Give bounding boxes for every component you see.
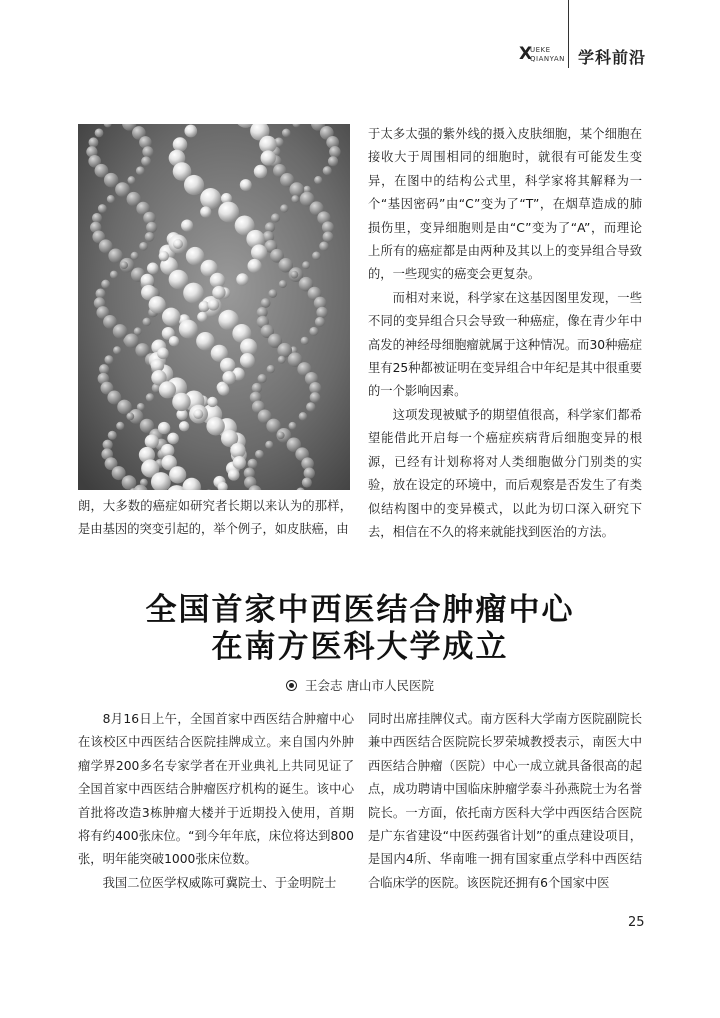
article2-left-column bbox=[78, 708, 354, 895]
article-title-line1: 全国首家中西医结合肿瘤中心 bbox=[145, 592, 575, 628]
bullet-circle-icon bbox=[286, 680, 297, 691]
article1-right-column bbox=[368, 123, 642, 544]
article1-left-column bbox=[78, 495, 352, 542]
logo-text-line2: QIANYAN bbox=[530, 55, 565, 63]
paragraph: 于太多太强的紫外线的摄入皮肤细胞，某个细胞在接收大于周围相同的细胞时，就很有可能发生变异，在图中的结构公式里，科学家将其解释为一个“基因密码”由“C”变为了“T”，在烟草造成的肺损伤里，变异细胞则是由“C”变为了“A”，而理论上所有的癌症都是由两种及其以上的变异组合导致的，一些现实的癌变会更复杂。 bbox=[368, 127, 642, 282]
paragraph: 8月16日上午，全国首家中西医结合肿瘤中心在该校区中西医结合医院挂牌成立。来自国内外肿瘤学界200多名专家学者在开业典礼上共同见证了全国首家中西医结合肿瘤医疗机构的诞生。该中心首批将改造3栋肿瘤大楼并于近期投入使用，首期将有约400张床位。“到今年年底，床位将达到800张，明年能突破1000张床位数。 bbox=[78, 712, 354, 867]
paragraph: 同时出席挂牌仪式。南方医科大学南方医院副院长兼中西医结合医院院长罗荣城教授表示，南医大中西医结合肿瘤（医院）中心一成立就具备很高的起点，成功聘请中国临床肿瘤学泰斗孙燕院士为名誉院长。一方面，依托南方医科大学中西医结合医院是广东省建设“中医药强省计划”的重点建设项目，是国内4所、华南唯一拥有国家重点学科中西医结合临床学的医院。该医院还拥有6个国家中医 bbox=[368, 712, 642, 890]
dna-helix-photo bbox=[78, 124, 350, 490]
article2-right-column bbox=[368, 708, 642, 895]
logo-text-line1: UEKE bbox=[530, 46, 551, 54]
logo-letter: X bbox=[519, 44, 533, 64]
article-title-line2: 在南方医科大学成立 bbox=[211, 629, 509, 665]
paragraph: 而相对来说，科学家在这基因图里发现，一些不同的变异组合只会导致一种癌症，像在青少年中高发的神经母细胞瘤就属于这种情况。而30种癌症里有25种都被证明在变异组合中年纪是其中很重要的一个影响因素。 bbox=[368, 290, 642, 399]
paragraph: 朗，大多数的癌症如研究者长期以来认为的那样，是由基因的突变引起的，举个例子，如皮肤癌，由 bbox=[78, 499, 352, 537]
byline-text: 王会志 唐山市人民医院 bbox=[305, 678, 434, 693]
paragraph: 我国二位医学权威陈可冀院士、于金明院士 bbox=[102, 875, 337, 890]
page-number: 25 bbox=[628, 915, 645, 930]
paragraph: 这项发现被赋予的期望值很高，科学家们都希望能借此开启每一个癌症疾病背后细胞变异的根源，已经有计划称将对人类细胞做分门别类的实验，放在设定的环境中，而后观察是否发生了有类似结构图中的变异模式，以此为切口深入研究下去，相信在不久的将来就能找到医治的方法。 bbox=[368, 407, 642, 539]
byline bbox=[78, 676, 642, 694]
section-title: 学科前沿 bbox=[578, 48, 647, 67]
magazine-logo bbox=[519, 46, 569, 66]
